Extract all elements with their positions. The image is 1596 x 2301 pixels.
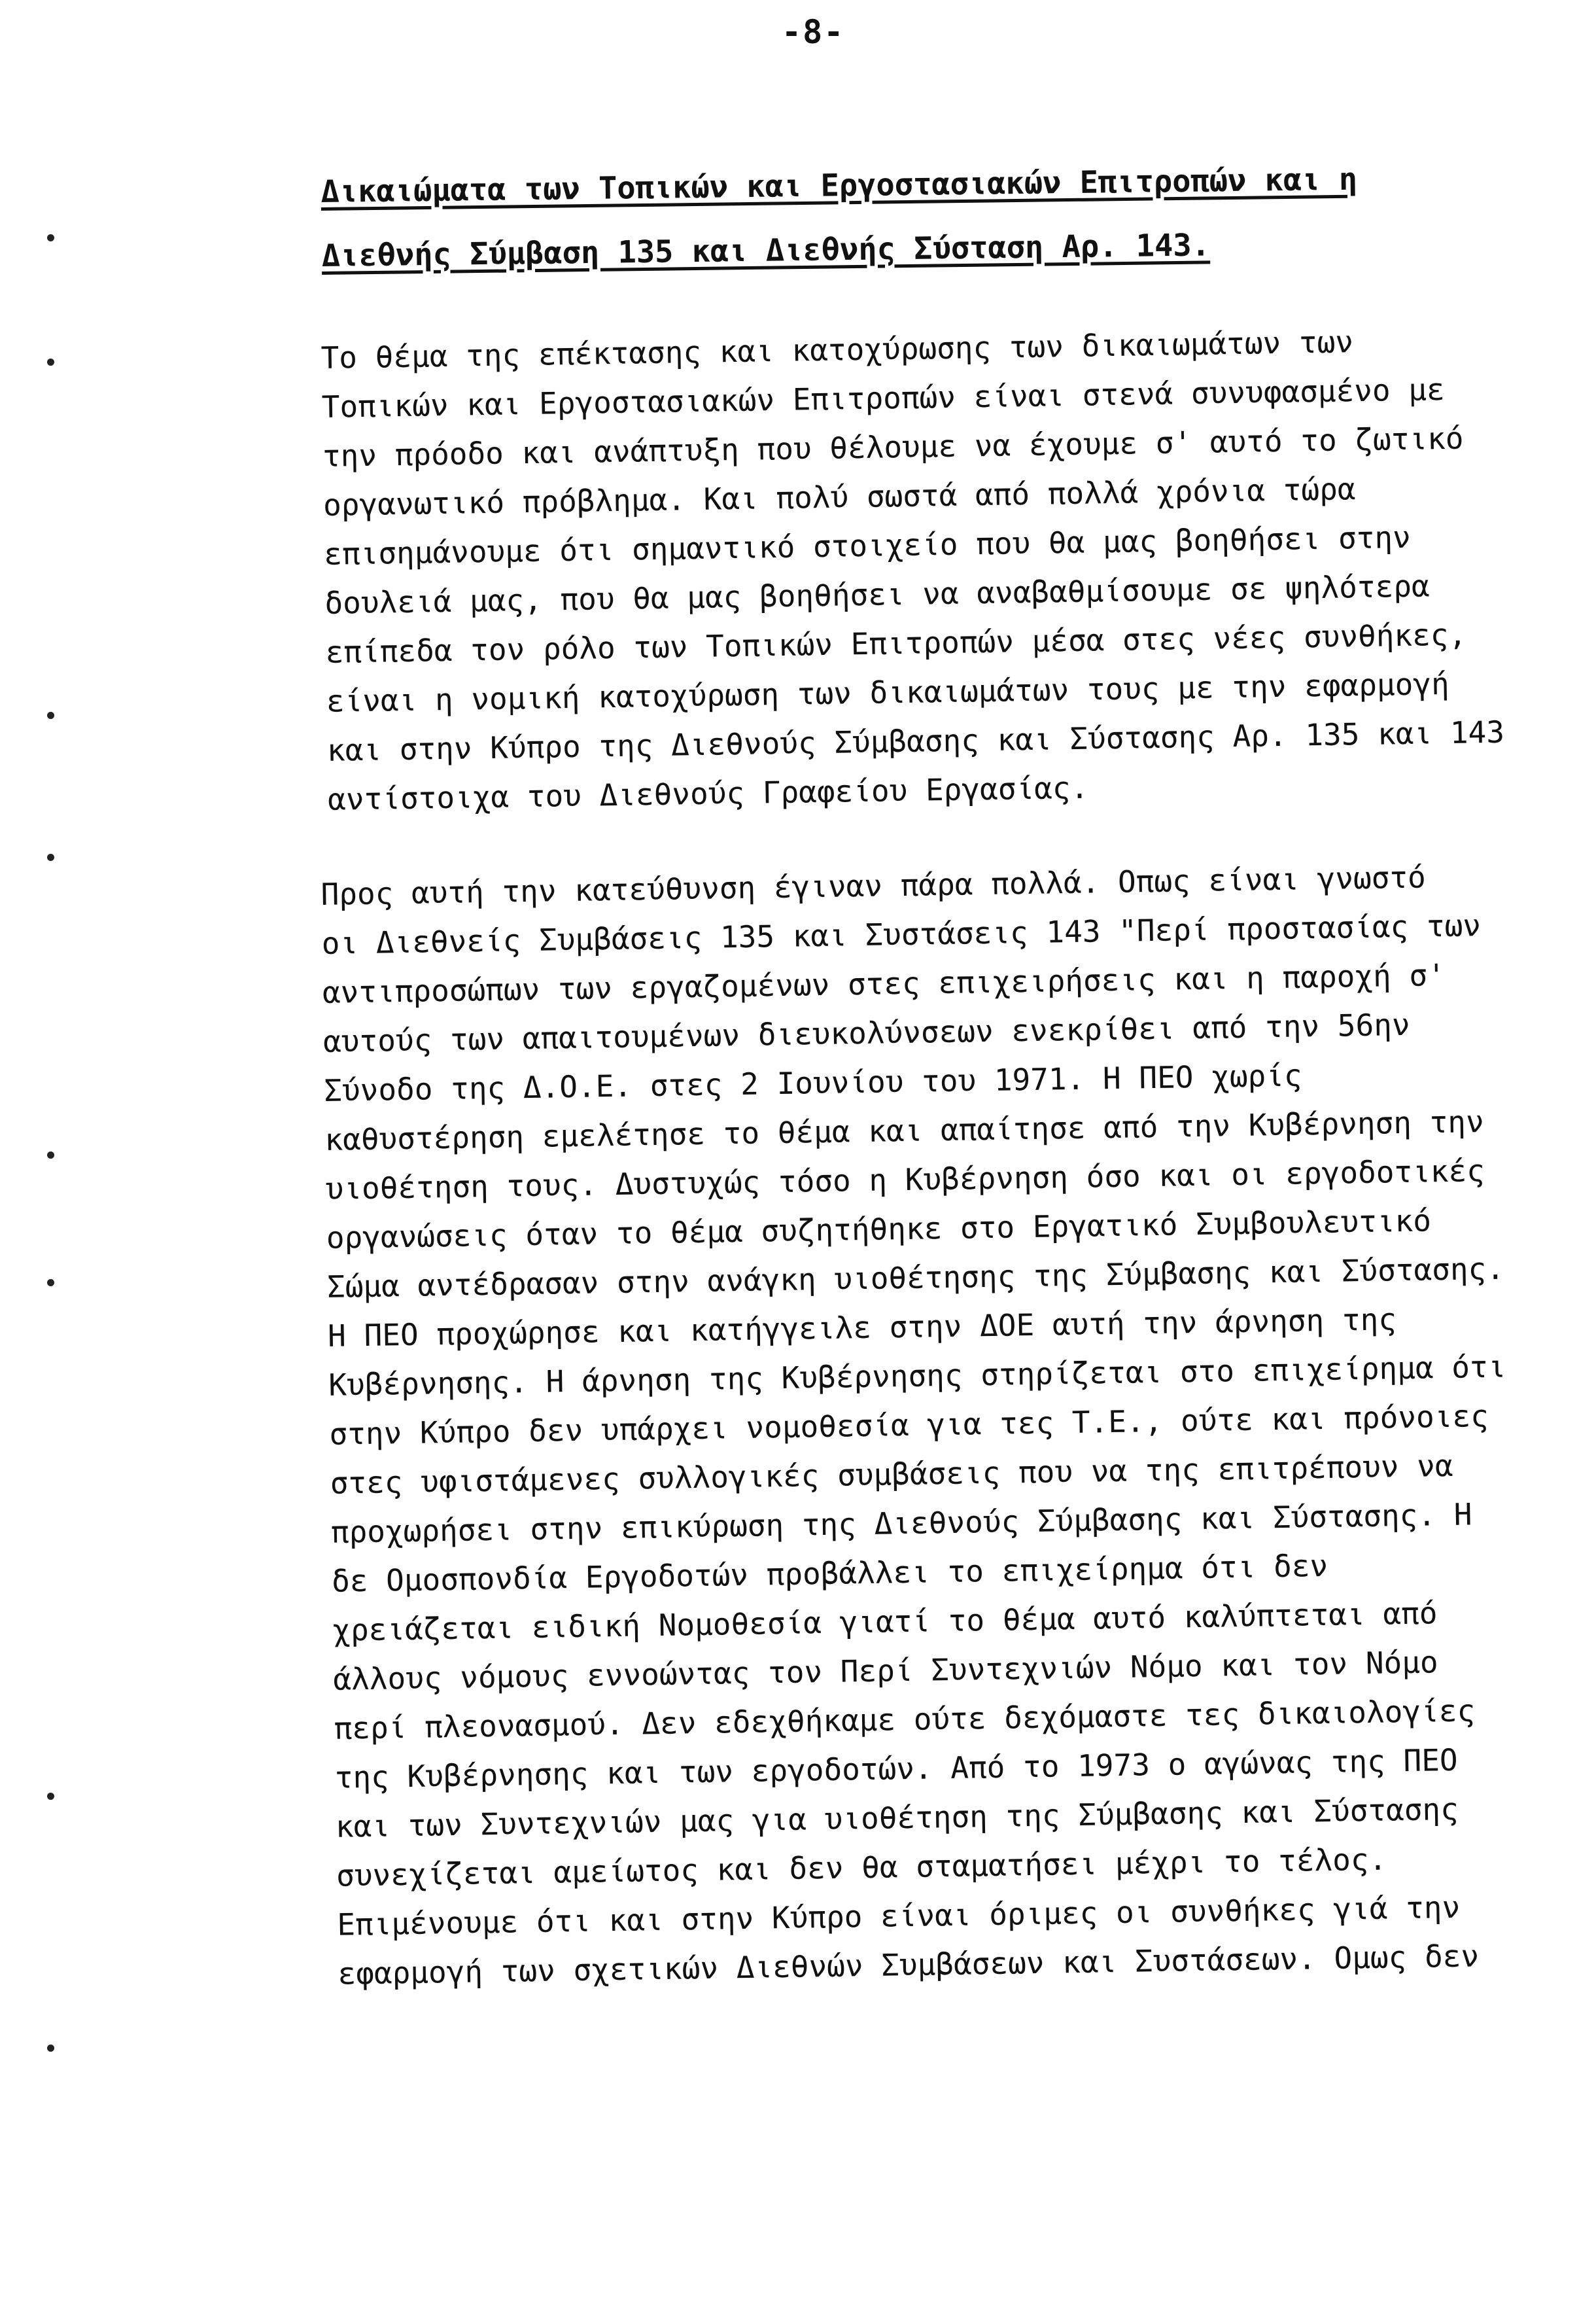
- text-line: αντίστοιχα του Διεθνούς Γραφείου Εργασίας.: [327, 769, 1089, 817]
- text-line: εφαρμογή των σχετικών Διεθνών Συμβάσεων και Συστάσεων. Ομως δεν: [338, 1938, 1480, 1992]
- text-line: Επιμένουμε ότι και στην Κύπρο είναι όριμες οι συνθήκες γιά την: [336, 1889, 1461, 1942]
- text-line: χρειάζεται ειδική Νομοθεσία γιατί το θέμα αυτό καλύπτεται από: [332, 1595, 1438, 1648]
- margin-dot: [47, 712, 54, 719]
- text-line: οι Διεθνείς Συμβάσεις 135 και Συστάσεις 143 "Περί προστασίας των: [321, 907, 1482, 961]
- page-number: -8-: [782, 13, 845, 51]
- text-line: την πρόοδο και ανάπτυξη που θέλουμε να έχουμε σ' αυτό το ζωτικό: [322, 420, 1464, 474]
- text-line: Σώμα αντέδρασαν στην ανάγκη υιοθέτησης της Σύμβασης και Σύστασης.: [326, 1250, 1505, 1305]
- text-line: στην Κύπρο δεν υπάρχει νομοθεσία για τες Τ.Ε., ούτε και πρόνοιες: [329, 1398, 1489, 1452]
- margin-dot: [47, 854, 54, 861]
- heading-line-2: Διεθνής Σύμβαση 135 και Διεθνής Σύσταση Αρ. 143.: [321, 227, 1211, 274]
- text-line: επισημάνουμε ότι σημαντικό στοιχείο που θα μας βοηθήσει στην: [323, 519, 1412, 572]
- text-line: επίπεδα τον ρόλο των Τοπικών Επιτροπών μέσα στες νέες συνθήκες,: [325, 616, 1467, 670]
- text-line: συνεχίζεται αμείωτος και δεν θα σταματήσει μέχρι το τέλος.: [336, 1841, 1387, 1893]
- text-line: και στην Κύπρο της Διεθνούς Σύμβασης και Σύστασης Αρ. 135 και 143: [326, 714, 1505, 768]
- margin-dot: [47, 359, 54, 366]
- text-line: και των Συντεχνιών μας για υιοθέτηση της Σύμβασης και Σύστασης: [335, 1791, 1459, 1844]
- text-line: δουλειά μας, που θα μας βοηθήσει να αναβαθμίσουμε σε ψηλότερα: [324, 568, 1431, 621]
- margin-dot: [47, 1279, 54, 1286]
- section-heading: [321, 148, 1358, 289]
- text-line: δε Ομοσπονδία Εργοδοτών προβάλλει το επιχείρημα ότι δεν: [331, 1547, 1328, 1599]
- text-line: Σύνοδο της Δ.Ο.Ε. στες 2 Ιουνίου του 1971. Η ΠΕΟ χωρίς: [323, 1057, 1303, 1108]
- text-line: υιοθέτηση τους. Δυστυχώς τόσο η Κυβέρνηση όσο και οι εργοδοτικές: [325, 1153, 1485, 1206]
- text-line: Τοπικών και Εργοστασιακών Επιτροπών είναι στενά συνυφασμένο με: [321, 372, 1446, 425]
- text-line: στες υφιστάμενες συλλογικές συμβάσεις που να της επιτρέπουν να: [330, 1447, 1453, 1501]
- text-line: είναι η νομική κατοχύρωση των δικαιωμάτων τους με την εφαρμογή: [326, 665, 1450, 719]
- text-line: Κυβέρνησης. Η άρνηση της Κυβέρνησης στηρίζεται στο επιχείρημα ότι: [328, 1348, 1506, 1403]
- text-line: οργανώσεις όταν το θέμα συζητήθηκε στο Εργατικό Συμβουλευτικό: [326, 1203, 1432, 1256]
- text-line: αντιπροσώπων των εργαζομένων στες επιχειρήσεις και η παροχή σ': [322, 957, 1446, 1010]
- paragraph-1: [321, 315, 1506, 824]
- margin-dot: [47, 1793, 54, 1800]
- text-line: καθυστέρηση εμελέτησε το θέμα και απαίτησε από την Κυβέρνηση την: [324, 1104, 1485, 1157]
- paragraph-2: [321, 852, 1516, 1999]
- text-line: προχωρήσει στην επικύρωση της Διεθνούς Σύμβασης και Σύστασης. Η: [330, 1496, 1472, 1550]
- text-line: περί πλεονασμού. Δεν εδεχθήκαμε ούτε δεχόμαστε τες δικαιολογίες: [334, 1693, 1476, 1746]
- margin-dot: [47, 234, 54, 241]
- text-line: Το θέμα της επέκτασης και κατοχύρωσης των δικαιωμάτων των: [321, 324, 1354, 376]
- text-line: αυτούς των απαιτουμένων διευκολύνσεων ενεκρίθει από την 56ην: [322, 1006, 1411, 1059]
- text-line: Η ΠΕΟ προχώρησε και κατήγγειλε στην ΔΟΕ αυτή την άρνηση της: [327, 1301, 1397, 1354]
- text-line: της Κυβέρνησης και των εργοδοτών. Από το 1973 ο αγώνας της ΠΕΟ: [334, 1742, 1459, 1795]
- text-line: άλλους νόμους εννοώντας τον Περί Συντεχνιών Νόμο και τον Νόμο: [333, 1644, 1439, 1697]
- margin-dot: [47, 1151, 54, 1159]
- margin-dot: [47, 2045, 54, 2052]
- text-line: Προς αυτή την κατεύθυνση έγιναν πάρα πολλά. Οπως είναι γνωστό: [321, 859, 1427, 912]
- heading-line-1: Δικαιώματα των Τοπικών και Εργοστασιακών Επιτροπών και η: [321, 161, 1358, 210]
- text-line: οργανωτικό πρόβλημα. Και πολύ σωστά από πολλά χρόνια τώρα: [322, 471, 1356, 523]
